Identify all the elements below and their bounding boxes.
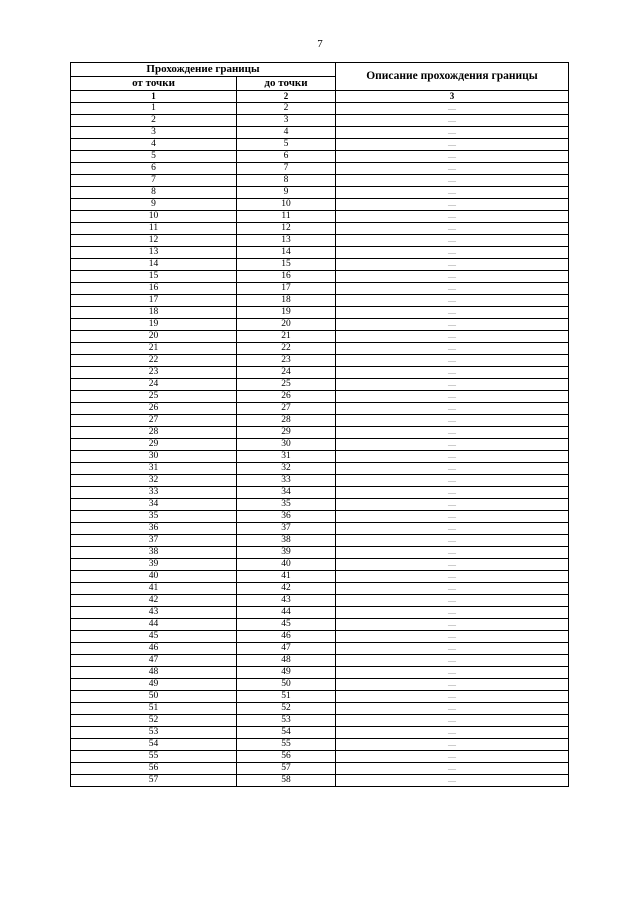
to-point-cell: 35 — [237, 499, 336, 511]
to-point-cell: 50 — [237, 679, 336, 691]
to-point-cell: 58 — [237, 775, 336, 787]
to-point-cell: 19 — [237, 307, 336, 319]
to-point-cell: 5 — [237, 139, 336, 151]
table-row — [71, 163, 569, 175]
from-point-cell: 8 — [71, 187, 237, 199]
to-point-cell: 56 — [237, 751, 336, 763]
to-point-cell: 46 — [237, 631, 336, 643]
description-cell: — — [336, 667, 569, 679]
from-point-cell: 27 — [71, 415, 237, 427]
from-point-cell: 34 — [71, 499, 237, 511]
from-point-cell: 21 — [71, 343, 237, 355]
description-cell: — — [336, 319, 569, 331]
to-point-cell: 13 — [237, 235, 336, 247]
description-cell: — — [336, 127, 569, 139]
table-row — [71, 511, 569, 523]
description-cell: — — [336, 247, 569, 259]
from-point-cell: 33 — [71, 487, 237, 499]
table-row — [71, 475, 569, 487]
table-row — [71, 103, 569, 115]
table-row — [71, 259, 569, 271]
from-point-cell: 22 — [71, 355, 237, 367]
from-point-cell: 19 — [71, 319, 237, 331]
description-cell: — — [336, 583, 569, 595]
to-point-cell: 42 — [237, 583, 336, 595]
description-cell: — — [336, 367, 569, 379]
table-row — [71, 367, 569, 379]
to-point-cell: 10 — [237, 199, 336, 211]
to-point-cell: 43 — [237, 595, 336, 607]
description-cell: — — [336, 139, 569, 151]
to-point-cell: 40 — [237, 559, 336, 571]
from-point-cell: 32 — [71, 475, 237, 487]
table-row — [71, 307, 569, 319]
description-cell: — — [336, 343, 569, 355]
from-point-cell: 26 — [71, 403, 237, 415]
table-row — [71, 499, 569, 511]
to-point-cell: 8 — [237, 175, 336, 187]
to-point-cell: 20 — [237, 319, 336, 331]
to-point-cell: 28 — [237, 415, 336, 427]
description-cell: — — [336, 763, 569, 775]
table-row — [71, 559, 569, 571]
table-row — [71, 727, 569, 739]
description-cell: — — [336, 451, 569, 463]
to-point-cell: 24 — [237, 367, 336, 379]
description-cell: — — [336, 679, 569, 691]
from-point-cell: 31 — [71, 463, 237, 475]
from-point-cell: 20 — [71, 331, 237, 343]
from-point-cell: 38 — [71, 547, 237, 559]
description-cell: — — [336, 727, 569, 739]
from-point-cell: 12 — [71, 235, 237, 247]
description-cell: — — [336, 691, 569, 703]
to-point-cell: 55 — [237, 739, 336, 751]
description-cell: — — [336, 643, 569, 655]
from-point-cell: 51 — [71, 703, 237, 715]
from-point-cell: 1 — [71, 103, 237, 115]
to-point-cell: 44 — [237, 607, 336, 619]
to-point-cell: 38 — [237, 535, 336, 547]
table-header — [71, 63, 569, 103]
description-cell: — — [336, 295, 569, 307]
to-point-cell: 48 — [237, 655, 336, 667]
from-point-cell: 3 — [71, 127, 237, 139]
table-row — [71, 331, 569, 343]
description-cell: — — [336, 187, 569, 199]
from-point-cell: 45 — [71, 631, 237, 643]
to-point-cell: 53 — [237, 715, 336, 727]
to-point-cell: 26 — [237, 391, 336, 403]
to-point-cell: 15 — [237, 259, 336, 271]
table-row — [71, 691, 569, 703]
from-point-cell: 10 — [71, 211, 237, 223]
description-cell: — — [336, 607, 569, 619]
description-cell: — — [336, 571, 569, 583]
header-from-point: от точки — [71, 77, 237, 91]
from-point-cell: 54 — [71, 739, 237, 751]
description-cell: — — [336, 223, 569, 235]
table-row — [71, 451, 569, 463]
table-row — [71, 619, 569, 631]
description-cell: — — [336, 379, 569, 391]
table-row — [71, 355, 569, 367]
table-row — [71, 235, 569, 247]
table-row — [71, 535, 569, 547]
to-point-cell: 17 — [237, 283, 336, 295]
from-point-cell: 47 — [71, 655, 237, 667]
to-point-cell: 34 — [237, 487, 336, 499]
column-number: 1 — [71, 91, 237, 103]
to-point-cell: 52 — [237, 703, 336, 715]
to-point-cell: 54 — [237, 727, 336, 739]
table-row — [71, 403, 569, 415]
to-point-cell: 32 — [237, 463, 336, 475]
from-point-cell: 56 — [71, 763, 237, 775]
table-row — [71, 319, 569, 331]
to-point-cell: 25 — [237, 379, 336, 391]
to-point-cell: 22 — [237, 343, 336, 355]
to-point-cell: 7 — [237, 163, 336, 175]
table-row — [71, 439, 569, 451]
to-point-cell: 39 — [237, 547, 336, 559]
to-point-cell: 49 — [237, 667, 336, 679]
to-point-cell: 30 — [237, 439, 336, 451]
column-numbers-row — [71, 91, 569, 103]
to-point-cell: 3 — [237, 115, 336, 127]
to-point-cell: 18 — [237, 295, 336, 307]
from-point-cell: 53 — [71, 727, 237, 739]
from-point-cell: 44 — [71, 619, 237, 631]
description-cell: — — [336, 655, 569, 667]
from-point-cell: 41 — [71, 583, 237, 595]
table-row — [71, 703, 569, 715]
from-point-cell: 57 — [71, 775, 237, 787]
from-point-cell: 13 — [71, 247, 237, 259]
table-row — [71, 643, 569, 655]
table-row — [71, 139, 569, 151]
from-point-cell: 25 — [71, 391, 237, 403]
to-point-cell: 6 — [237, 151, 336, 163]
table-row — [71, 763, 569, 775]
from-point-cell: 42 — [71, 595, 237, 607]
description-cell: — — [336, 739, 569, 751]
from-point-cell: 30 — [71, 451, 237, 463]
from-point-cell: 16 — [71, 283, 237, 295]
description-cell: — — [336, 271, 569, 283]
table-row — [71, 247, 569, 259]
to-point-cell: 37 — [237, 523, 336, 535]
table-row — [71, 547, 569, 559]
table-row — [71, 595, 569, 607]
from-point-cell: 9 — [71, 199, 237, 211]
from-point-cell: 36 — [71, 523, 237, 535]
from-point-cell: 2 — [71, 115, 237, 127]
to-point-cell: 31 — [237, 451, 336, 463]
to-point-cell: 4 — [237, 127, 336, 139]
description-cell: — — [336, 331, 569, 343]
to-point-cell: 12 — [237, 223, 336, 235]
table-row — [71, 775, 569, 787]
description-cell: — — [336, 775, 569, 787]
table-row — [71, 487, 569, 499]
to-point-cell: 47 — [237, 643, 336, 655]
from-point-cell: 24 — [71, 379, 237, 391]
to-point-cell: 14 — [237, 247, 336, 259]
to-point-cell: 2 — [237, 103, 336, 115]
table-row — [71, 739, 569, 751]
column-number: 2 — [237, 91, 336, 103]
description-cell: — — [336, 163, 569, 175]
header-boundary-passage: Прохождение границы — [71, 63, 336, 77]
from-point-cell: 6 — [71, 163, 237, 175]
description-cell: — — [336, 439, 569, 451]
to-point-cell: 27 — [237, 403, 336, 415]
description-cell: — — [336, 703, 569, 715]
description-cell: — — [336, 283, 569, 295]
description-cell: — — [336, 619, 569, 631]
from-point-cell: 50 — [71, 691, 237, 703]
description-cell: — — [336, 715, 569, 727]
table-row — [71, 607, 569, 619]
description-cell: — — [336, 523, 569, 535]
table-row — [71, 223, 569, 235]
description-cell: — — [336, 499, 569, 511]
from-point-cell: 15 — [71, 271, 237, 283]
from-point-cell: 43 — [71, 607, 237, 619]
table-row — [71, 679, 569, 691]
table-row — [71, 655, 569, 667]
description-cell: — — [336, 175, 569, 187]
from-point-cell: 40 — [71, 571, 237, 583]
description-cell: — — [336, 307, 569, 319]
to-point-cell: 9 — [237, 187, 336, 199]
to-point-cell: 33 — [237, 475, 336, 487]
from-point-cell: 39 — [71, 559, 237, 571]
description-cell: — — [336, 103, 569, 115]
table-row — [71, 271, 569, 283]
description-cell: — — [336, 427, 569, 439]
table-row — [71, 295, 569, 307]
from-point-cell: 7 — [71, 175, 237, 187]
from-point-cell: 49 — [71, 679, 237, 691]
from-point-cell: 14 — [71, 259, 237, 271]
to-point-cell: 23 — [237, 355, 336, 367]
from-point-cell: 11 — [71, 223, 237, 235]
to-point-cell: 16 — [237, 271, 336, 283]
to-point-cell: 36 — [237, 511, 336, 523]
to-point-cell: 29 — [237, 427, 336, 439]
column-number: 3 — [336, 91, 569, 103]
from-point-cell: 37 — [71, 535, 237, 547]
description-cell: — — [336, 595, 569, 607]
from-point-cell: 29 — [71, 439, 237, 451]
table-row — [71, 283, 569, 295]
from-point-cell: 46 — [71, 643, 237, 655]
boundary-table — [70, 62, 569, 787]
description-cell: — — [336, 259, 569, 271]
description-cell: — — [336, 415, 569, 427]
to-point-cell: 57 — [237, 763, 336, 775]
description-cell: — — [336, 463, 569, 475]
from-point-cell: 48 — [71, 667, 237, 679]
table-row — [71, 631, 569, 643]
table-row — [71, 391, 569, 403]
table-row — [71, 187, 569, 199]
to-point-cell: 11 — [237, 211, 336, 223]
table-row — [71, 175, 569, 187]
from-point-cell: 28 — [71, 427, 237, 439]
header-to-point: до точки — [237, 77, 336, 91]
description-cell: — — [336, 547, 569, 559]
table-row — [71, 571, 569, 583]
description-cell: — — [336, 211, 569, 223]
page-number: 7 — [317, 38, 323, 50]
description-cell: — — [336, 511, 569, 523]
from-point-cell: 55 — [71, 751, 237, 763]
description-cell: — — [336, 235, 569, 247]
to-point-cell: 45 — [237, 619, 336, 631]
from-point-cell: 35 — [71, 511, 237, 523]
from-point-cell: 17 — [71, 295, 237, 307]
table-row — [71, 415, 569, 427]
description-cell: — — [336, 151, 569, 163]
from-point-cell: 5 — [71, 151, 237, 163]
table-row — [71, 463, 569, 475]
to-point-cell: 41 — [237, 571, 336, 583]
table-row — [71, 115, 569, 127]
description-cell: — — [336, 199, 569, 211]
description-cell: — — [336, 487, 569, 499]
from-point-cell: 18 — [71, 307, 237, 319]
table-row — [71, 667, 569, 679]
table-row — [71, 583, 569, 595]
table-row — [71, 379, 569, 391]
table-row — [71, 751, 569, 763]
table-row — [71, 127, 569, 139]
from-point-cell: 4 — [71, 139, 237, 151]
header-description: Описание прохождения границы — [336, 63, 569, 91]
description-cell: — — [336, 115, 569, 127]
description-cell: — — [336, 559, 569, 571]
description-cell: — — [336, 535, 569, 547]
table-row — [71, 343, 569, 355]
description-cell: — — [336, 475, 569, 487]
table-row — [71, 199, 569, 211]
from-point-cell: 52 — [71, 715, 237, 727]
table-row — [71, 151, 569, 163]
description-cell: — — [336, 355, 569, 367]
description-cell: — — [336, 403, 569, 415]
table-row — [71, 523, 569, 535]
description-cell: — — [336, 751, 569, 763]
to-point-cell: 21 — [237, 331, 336, 343]
from-point-cell: 23 — [71, 367, 237, 379]
table-row — [71, 211, 569, 223]
description-cell: — — [336, 631, 569, 643]
table-row — [71, 427, 569, 439]
table-body — [71, 103, 569, 787]
description-cell: — — [336, 391, 569, 403]
table-row — [71, 715, 569, 727]
to-point-cell: 51 — [237, 691, 336, 703]
